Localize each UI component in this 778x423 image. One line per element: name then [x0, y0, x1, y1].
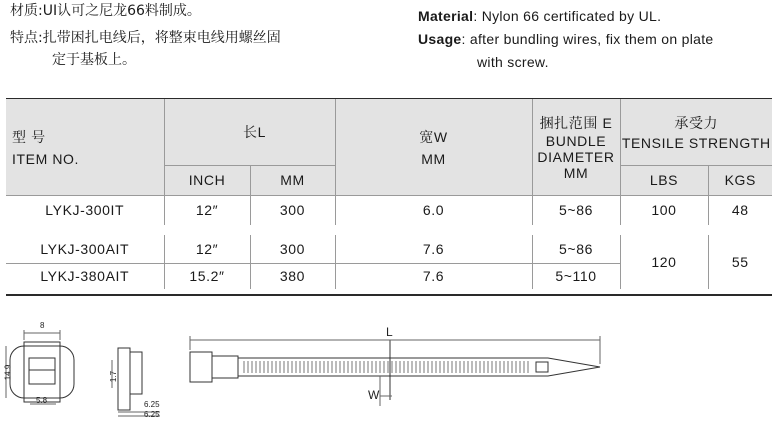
row2-bundle: 5~86 — [532, 235, 620, 263]
header-kgs: KGS — [708, 165, 772, 195]
header-tensile-en: TENSILE STRENGTH — [621, 134, 771, 151]
feature-cn-line — [10, 29, 281, 47]
spec-table — [6, 99, 772, 289]
material-cn-label: 材质: — [10, 3, 43, 19]
feature-cn-text-1: 扎带困扎电线后，将整束电线用螺丝固 — [42, 30, 281, 46]
row3-model: LYKJ-380AIT — [40, 268, 130, 285]
feature-cn-text-2: 定于基板上。 — [52, 52, 136, 68]
header-length: 长L — [164, 99, 335, 165]
drawing-dim-b: 6.25 — [144, 410, 160, 419]
row1-inch: 12″ — [164, 195, 250, 225]
material-cn-line — [10, 2, 201, 20]
material-cn-text: UI认可之尼龙66料制成。 — [42, 3, 201, 19]
header-tensile-cn: 承受力 — [674, 114, 719, 131]
header-bundle-en-2: DIAMETER — [537, 148, 615, 165]
header-width — [335, 99, 532, 195]
usage-en-line — [418, 30, 714, 48]
feature-cn-label: 特点: — [10, 30, 43, 46]
header-bundle-unit: MM — [563, 164, 589, 181]
header-model-en: ITEM NO. — [12, 150, 80, 167]
header-model — [6, 99, 164, 195]
material-en-line — [418, 7, 661, 25]
drawing-dim-c: 5.8 — [36, 396, 48, 405]
header-tensile — [620, 99, 772, 165]
table-row — [6, 195, 772, 225]
header-width-label: 宽W — [419, 128, 448, 145]
table-bottom-rule — [6, 294, 772, 296]
tie-long-view — [190, 336, 600, 406]
row1-model: LYKJ-300IT — [45, 202, 125, 219]
row1-mm: 300 — [250, 195, 335, 225]
row3-width: 7.6 — [335, 263, 532, 289]
material-en-label: Material — [418, 8, 474, 24]
row2-kgs: 55 — [708, 235, 772, 289]
header-mm: MM — [250, 165, 335, 195]
row1-width: 6.0 — [335, 195, 532, 225]
usage-en-text-2: with screw. — [477, 54, 549, 70]
header-bundle-cn: 捆扎范围 E — [539, 114, 613, 131]
material-en-text: : Nylon 66 certificated by UL. — [473, 8, 662, 24]
drawing-dim-top: 8 — [40, 321, 45, 330]
table-row — [6, 235, 772, 263]
usage-en-text-1: : after bundling wires, fix them on plate — [461, 31, 714, 47]
header-lbs: LBS — [620, 165, 708, 195]
row2-model: LYKJ-300AIT — [6, 235, 164, 263]
row1-bundle: 5~86 — [532, 195, 620, 225]
header-bundle — [532, 99, 620, 195]
row2-inch: 12″ — [164, 235, 250, 263]
row1-lbs: 100 — [620, 195, 708, 225]
front-view — [6, 330, 74, 404]
row3-mm: 380 — [250, 263, 335, 289]
header-bundle-en-1: BUNDLE — [545, 132, 607, 149]
usage-en-label: Usage — [418, 31, 462, 47]
drawing-dim-a: 6.25 — [144, 400, 160, 409]
row2-lbs: 120 — [620, 235, 708, 289]
header-model-cn: 型 号 — [12, 128, 46, 145]
row2-mm: 300 — [250, 235, 335, 263]
header-inch: INCH — [164, 165, 250, 195]
drawing-label-l: L — [386, 325, 393, 339]
drawing-dim-e: 1.7 — [109, 370, 119, 383]
row3-bundle: 5~110 — [532, 263, 620, 289]
row2-width: 7.6 — [335, 235, 532, 263]
drawing-label-w: W — [368, 388, 380, 402]
header-width-unit: MM — [421, 150, 446, 167]
drawing-dim-d: 14.9 — [3, 364, 13, 381]
row3-inch: 15.2″ — [164, 263, 250, 289]
cable-tie-drawing — [0, 300, 778, 423]
row1-kgs: 48 — [708, 195, 772, 225]
